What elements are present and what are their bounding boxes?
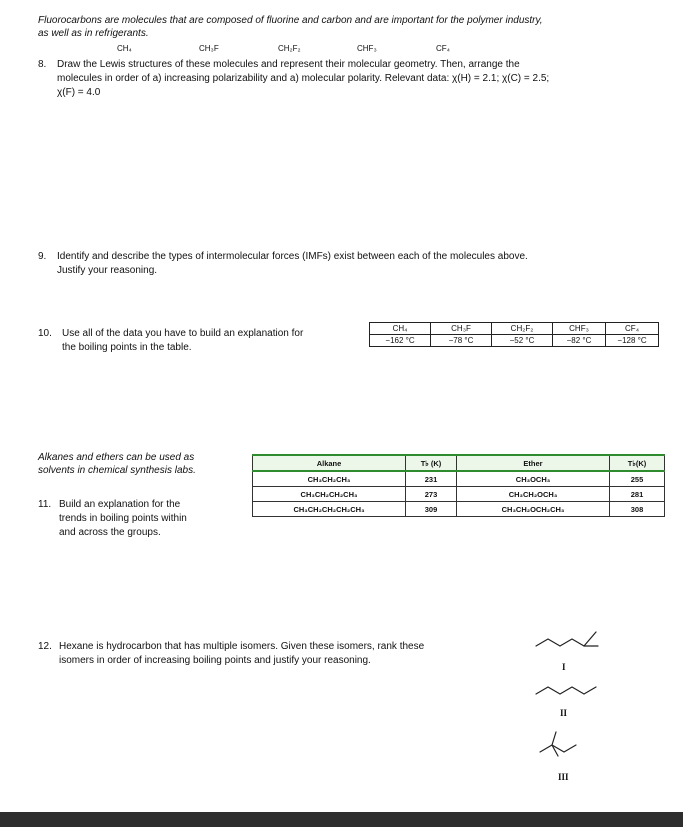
q9-line-2: Justify your reasoning.	[57, 265, 158, 276]
bp-header-cell: CH₄	[370, 323, 431, 335]
q12-number: 12.	[38, 641, 52, 652]
ae-header-row	[253, 455, 665, 471]
bp-header-cell: CHF₃	[553, 323, 606, 335]
boiling-point-table	[369, 322, 659, 347]
bp-value-row	[370, 335, 659, 347]
alkane-formula: CH₃CH₂CH₂CH₂CH₃	[253, 502, 406, 517]
ether-formula: CH₃CH₂OCH₃	[457, 487, 610, 502]
q11-line-1: Build an explanation for the	[59, 499, 181, 510]
alkane-bp: 309	[406, 502, 457, 517]
q11-number: 11.	[38, 499, 52, 510]
isomer-iii-skeleton	[540, 745, 576, 752]
q8-number: 8.	[38, 59, 47, 70]
q9-line-1: Identify and describe the types of intermolecular forces (IMFs) exist between each of the molecules above.	[57, 251, 528, 262]
bp-header-cell: CH₂F₂	[492, 323, 553, 335]
table-row	[253, 487, 665, 502]
bp-value-cell: −78 °C	[431, 335, 492, 347]
alkane-bp: 273	[406, 487, 457, 502]
molecule-ch2f2: CH₂F₂	[278, 44, 301, 53]
bp-value-cell: −162 °C	[370, 335, 431, 347]
q8-line-1: Draw the Lewis structures of these molecules and represent their molecular geometry. Then, arrange the	[57, 59, 520, 70]
q10-line-1: Use all of the data you have to build an explanation for	[62, 328, 304, 339]
q11-line-3: and across the groups.	[59, 527, 161, 538]
bp-value-cell: −52 °C	[492, 335, 553, 347]
molecule-cf4: CF₄	[436, 44, 450, 53]
viewer-bottom-bar	[0, 812, 683, 827]
bp-header-row	[370, 323, 659, 335]
bp-value-cell: −82 °C	[553, 335, 606, 347]
molecule-ch4: CH₄	[117, 44, 132, 53]
ae-header-alkane: Alkane	[253, 455, 406, 471]
alkane-bp: 231	[406, 471, 457, 487]
q12-line-2: isomers in order of increasing boiling points and justify your reasoning.	[59, 655, 371, 666]
table-row	[253, 502, 665, 517]
ae-header-tb-alkane: T♭ (K)	[406, 455, 457, 471]
q11-line-2: trends in boiling points within	[59, 513, 187, 524]
molecule-chf3: CHF₃	[357, 44, 377, 53]
q12-line-1: Hexane is hydrocarbon that has multiple isomers. Given these isomers, rank these	[59, 641, 425, 652]
alkane-ether-table	[252, 454, 665, 517]
q8-line-2: molecules in order of a) increasing polarizability and a) molecular polarity. Relevant data: χ(H) = 2.1; χ(C) = 2.5;	[57, 73, 550, 84]
ether-formula: CH₃OCH₃	[457, 471, 610, 487]
solvents-note-line-2: solvents in chemical synthesis labs.	[38, 465, 196, 476]
q8-line-3: χ(F) = 4.0	[57, 87, 101, 98]
table-row	[253, 471, 665, 487]
bp-value-cell: −128 °C	[606, 335, 659, 347]
bp-header-cell: CH₃F	[431, 323, 492, 335]
alkane-formula: CH₃CH₂CH₃	[253, 471, 406, 487]
molecule-ch3f: CH₃F	[199, 44, 219, 53]
isomer-i-skeleton	[536, 632, 596, 646]
ether-bp: 255	[610, 471, 665, 487]
isomer-label-i: I	[562, 662, 566, 672]
bp-header-cell: CF₄	[606, 323, 659, 335]
ether-formula: CH₃CH₂OCH₂CH₃	[457, 502, 610, 517]
isomer-ii-skeleton	[536, 687, 596, 694]
ae-header-tb-ether: T♭(K)	[610, 455, 665, 471]
q10-number: 10.	[38, 328, 52, 339]
q9-number: 9.	[38, 251, 47, 262]
solvents-note-line-1: Alkanes and ethers can be used as	[38, 452, 195, 463]
intro-line-2: as well as in refrigerants.	[38, 28, 149, 39]
ether-bp: 308	[610, 502, 665, 517]
q10-line-2: the boiling points in the table.	[62, 342, 192, 353]
isomer-structures	[528, 604, 618, 794]
isomer-label-ii: II	[560, 708, 568, 718]
isomer-label-iii: III	[558, 772, 569, 782]
alkane-formula: CH₃CH₂CH₂CH₃	[253, 487, 406, 502]
intro-line-1: Fluorocarbons are molecules that are composed of fluorine and carbon and are important for the polymer industry,	[38, 15, 543, 26]
ae-header-ether: Ether	[457, 455, 610, 471]
ether-bp: 281	[610, 487, 665, 502]
isomer-iii-branch-up	[552, 732, 556, 745]
